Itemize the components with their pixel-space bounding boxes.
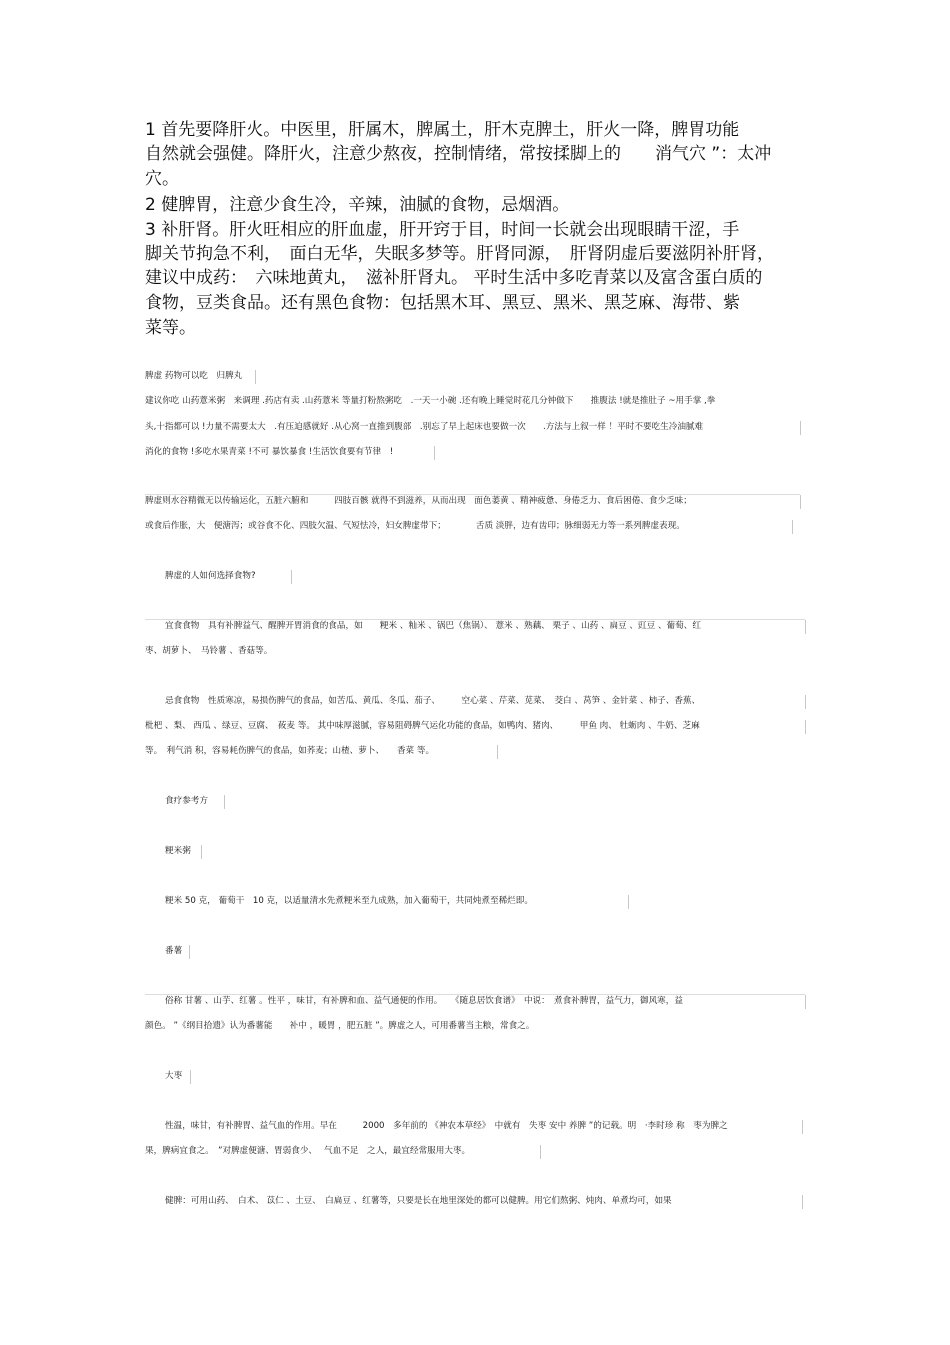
recipe-title-jujube: 大枣 xyxy=(165,1071,183,1081)
column-rule xyxy=(189,945,190,959)
column-rule xyxy=(434,446,435,460)
avoid-line-1: 忌食食物 性质寒凉，易损伤脾气的食品，如苦瓜、黄瓜、冬瓜、茄子、 空心菜 、芹菜、苋菜、 茭白 、莴笋 、金针菜 、柿子、香蕉、 xyxy=(165,696,701,706)
sweet-potato-line-2: 颜色。 ”《纲目拾遗》认为番薯能 补中 ，暖胃 ，肥五脏 ”。脾虚之人，可用番薯当主粮，常食之。 xyxy=(145,1021,535,1031)
column-rule xyxy=(540,1145,541,1159)
column-rule xyxy=(224,795,225,809)
intro-line-5: 3 补肝肾。肝火旺相应的肝血虚，肝开窍于目，时间一长就会出现眼睛干涩，手 xyxy=(145,220,740,240)
column-rule xyxy=(201,845,202,859)
line-rule xyxy=(145,619,805,620)
advice-line-3: 头,十指都可以 !力量不需要太大 .有压迫感就好 .从心窝一直推到腹部 .别忘了早上起床也要做一次 .方法与上叙一样 ！平时不要吃生冷油腻难 xyxy=(145,422,704,432)
recipe-title-sweet-potato: 番薯 xyxy=(165,946,183,956)
intro-line-6: 脚关节拘急不利， 面白无华，失眠多梦等。肝肾同源， 肝肾阴虚后要滋阴补肝肾， xyxy=(145,244,774,264)
line-rule xyxy=(145,494,800,495)
symptoms-line-1: 脾虚则水谷精微无以传输运化，五脏六腑和 四肢百骸 就得不到滋养，从而出现 面色萎黄 、精神疲惫、身倦乏力、食后困倦、食少乏味； xyxy=(145,496,692,506)
column-rule xyxy=(802,1195,803,1209)
jujube-line-2: 果，脾病宜食之。 ”对脾虚便溏、胃弱食少、 气血不足 之人，最宜经常服用大枣。 xyxy=(145,1146,471,1156)
intro-line-7: 建议中成药： 六味地黄丸， 滋补肝肾丸。 平时生活中多吃青菜以及富含蛋白质的 xyxy=(145,268,763,288)
column-rule xyxy=(628,895,629,909)
intro-line-9: 菜等。 xyxy=(145,318,196,338)
column-rule xyxy=(805,720,806,734)
line-rule xyxy=(145,994,805,995)
sweet-potato-line-1: 俗称 甘薯 、山芋、红薯 。性平 ，味甘，有补脾和血、益气通便的作用。 《随息居饮食谱》 中说： 煮食补脾胃，益气力，御风寒，益 xyxy=(165,996,683,1006)
suitable-line-1: 宜食食物 具有补脾益气、醒脾开胃消食的食品，如 粳米 、籼米 、锅巴（焦锅）、 薏米 、熟藕、 栗子 、山药 、扁豆 、豇豆 、葡萄、红 xyxy=(165,621,701,631)
column-rule xyxy=(805,995,806,1009)
strengthen-line-1: 健脾：可用山药、 白术、 苡仁 、土豆、 白扁豆 、红薯等，只要是长在地里深处的都可以健脾。用它们熬粥、炖肉、单煮均可，如果 xyxy=(165,1196,672,1206)
column-rule xyxy=(291,570,292,584)
advice-line-2: 建议你吃 山药薏米粥 来调理 .药店有卖 .山药薏米 等量打粉熬粥吃 .一天一小碗 .还有晚上睡觉时花几分钟做下 推腹法 !就是推肚子 ~用手掌 ,拳 xyxy=(145,396,716,406)
column-rule xyxy=(255,370,256,384)
intro-line-8: 食物，豆类食品。还有黑色食物：包括黑木耳、黑豆、黑米、黑芝麻、海带、紫 xyxy=(145,293,740,313)
column-rule xyxy=(800,421,801,435)
avoid-line-3: 等。 利气消 积，容易耗伤脾气的食品，如荞麦；山楂、萝卜、 香菜 等。 xyxy=(145,746,435,756)
section-heading-recipes: 食疗参考方 xyxy=(165,796,208,806)
recipe-text-congee: 粳米 50 克， 葡萄干 10 克，以适量清水先煮粳米至九成熟，加入葡萄干，共同炖煮至稀烂即。 xyxy=(165,896,533,906)
column-rule xyxy=(802,1120,803,1134)
column-rule xyxy=(805,695,806,709)
column-rule xyxy=(805,620,806,634)
avoid-line-2: 枇杷 、梨、 西瓜 、绿豆、豆腐、 莜麦 等。 其中味厚滋腻，容易阻碍脾气运化功能的食品，如鸭肉、猪肉、 甲鱼 肉、 牡蛎肉 、牛奶、芝麻 xyxy=(145,721,700,731)
jujube-line-1: 性温，味甘，有补脾胃、益气血的作用。早在 2000 多年前的 《神农本草经》 中就有 失枣 安中 养脾 ”的记载。明 ·李时珍 称 枣为脾之 xyxy=(165,1121,728,1131)
column-rule xyxy=(800,495,801,509)
column-rule xyxy=(792,520,793,534)
section-heading-choose: 脾虚的人如何选择食物? xyxy=(165,571,256,581)
intro-line-2: 自然就会强健。降肝火，注意少熬夜，控制情绪，常按揉脚上的 消气穴 ”：太冲 xyxy=(145,144,772,164)
intro-line-3: 穴。 xyxy=(145,169,179,189)
intro-line-4: 2 健脾胃，注意少食生冷，辛辣，油腻的食物，忌烟酒。 xyxy=(145,195,570,215)
suitable-line-2: 枣、胡萝卜、 马铃薯 、香菇等。 xyxy=(145,646,273,656)
intro-line-1: 1 首先要降肝火。中医里，肝属木，脾属土，肝木克脾土，肝火一降，脾胃功能 xyxy=(145,120,740,140)
symptoms-line-2: 或食后作胀，大 便溏泻；或谷食不化、四肢欠温、气短怯冷，妇女脾虚带下； 舌质 淡胖，边有齿印；脉细弱无力等一系列脾虚表现。 xyxy=(145,521,685,531)
advice-line-1: 脾虚 药物可以吃 归脾丸 xyxy=(145,371,243,381)
advice-line-4: 消化的食物 !多吃水果青菜 !不可 暴饮暴食 !生活饮食要有节律 ! xyxy=(145,447,394,457)
column-rule xyxy=(497,745,498,759)
recipe-title-congee: 粳米粥 xyxy=(165,846,191,856)
column-rule xyxy=(190,1070,191,1084)
